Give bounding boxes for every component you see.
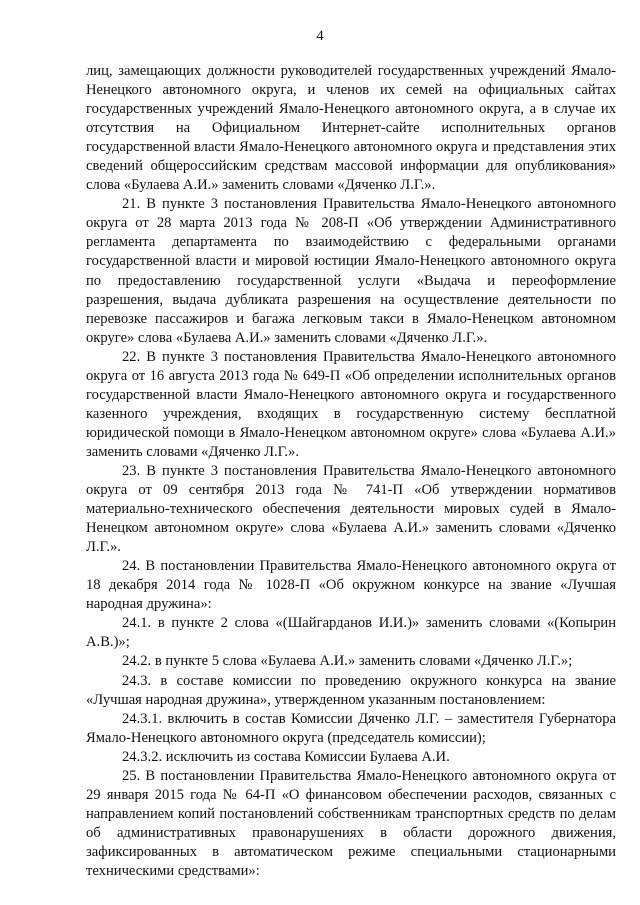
paragraph-item-24-2: 24.2. в пункте 5 слова «Булаева А.И.» заменить словами «Дяченко Л.Г.»;	[122, 653, 573, 670]
paragraph-item-24-3-2: 24.3.2. исключить из состава Комиссии Булаева А.И.	[122, 748, 450, 765]
page-number: 4	[316, 28, 324, 44]
paragraph-continuation: лиц, замещающих должности руководителей государственных учреждений Ямало-Ненецкого автономного округа, и членов их семей на официальных сайтах государственных учреждений Ямало-Ненецкого автономного округа, а в случае их отсутствия на Официальном Интернет-сайте исполнительных органов государственной власти Ямало-Ненецкого автономного округа и представления этих сведений общероссийским средствам массовой информации для опубликования» слова «Булаева А.И.» заменить словами «Дяченко Л.Г.».	[86, 63, 616, 194]
paragraph-item-24-3: 24.3. в составе комиссии по проведению окружного конкурса на звание «Лучшая народная дружина», утвержденном указанным постановлением:	[86, 672, 616, 708]
paragraph-item-24-1: 24.1. в пункте 2 слова «(Шайгарданов И.И.)» заменить словами «(Копырин А.В.)»;	[86, 615, 616, 651]
paragraph-item-23: 23. В пункте 3 постановления Правительства Ямало-Ненецкого автономного округа от 09 сентября 2013 года № 741-П «Об утверждении нормативов материально-технического обеспечения деятельности мировых судей в Ямало-Ненецком автономном округе» слова «Булаева А.И.» заменить словами «Дяченко Л.Г.».	[86, 462, 616, 556]
paragraph-item-24-3-1: 24.3.1. включить в состав Комиссии Дяченко Л.Г. – заместителя Губернатора Ямало-Ненецкого автономного округа (председатель комиссии);	[86, 710, 616, 746]
document-body	[86, 62, 616, 881]
paragraph-item-21: 21. В пункте 3 постановления Правительства Ямало-Ненецкого автономного округа от 28 марта 2013 года № 208-П «Об утверждении Административного регламента департамента по взаимодействию с федеральными органами государственной власти и мировой юстиции Ямало-Ненецкого автономного округа по предоставлению государственной услуги «Выдача и переоформление разрешения, выдача дубликата разрешения на осуществление деятельности по перевозке пассажиров и багажа легковым такси в Ямало-Ненецком автономном округе» слова «Булаева А.И.» заменить словами «Дяченко Л.Г.».	[86, 196, 616, 346]
paragraph-item-24: 24. В постановлении Правительства Ямало-Ненецкого автономного округа от 18 декабря 2014 года № 1028-П «Об окружном конкурсе на звание «Лучшая народная дружина»:	[86, 558, 616, 613]
paragraph-item-25: 25. В постановлении Правительства Ямало-Ненецкого автономного округа от 29 января 2015 года № 64-П «О финансовом обеспечении расходов, связанных с направлением копий постановлений собственникам транспортных средств по делам об административных правонарушениях в области дорожного движения, зафиксированных в автоматическом режиме специальными стационарными техническими средствами»:	[86, 767, 616, 879]
paragraph-item-22: 22. В пункте 3 постановления Правительства Ямало-Ненецкого автономного округа от 16 августа 2013 года № 649-П «Об определении исполнительных органов государственной власти Ямало-Ненецкого автономного округа и государственного казенного учреждения, входящих в государственную систему бесплатной юридической помощи в Ямало-Ненецком автономном округе» слова «Булаева А.И.» заменить словами «Дяченко Л.Г.».	[86, 348, 616, 460]
